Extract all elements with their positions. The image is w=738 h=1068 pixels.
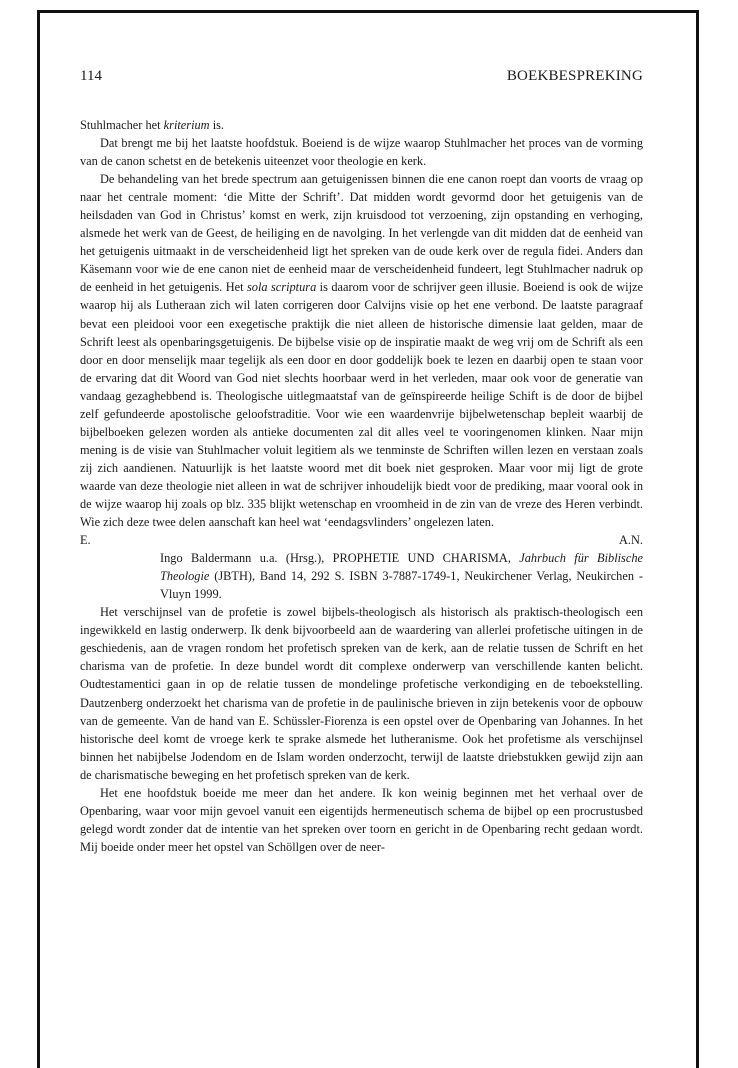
journal-title: Jahrbuch für Biblische Theologie bbox=[160, 551, 643, 584]
review2-citation: Ingo Baldermann u.a. (Hrsg.), PROPHETIE UND CHARISMA, Jahrbuch für Biblische Theologie (JBTH), Band 14, 292 S. ISBN 3-7887-1749-1, Neukirchener Verlag, Neukirchen - Vluyn 1999. bbox=[160, 551, 643, 602]
page-body bbox=[80, 116, 643, 856]
page-right-edge bbox=[696, 10, 699, 1068]
running-header bbox=[80, 68, 643, 90]
page-top-rule bbox=[38, 10, 698, 13]
running-title: BOEKBESPREKING bbox=[506, 68, 643, 84]
review2-paragraph-2: Het ene hoofdstuk boeide me meer dan het andere. Ik kon weinig beginnen met het verhaal over de Openbaring, waar voor mijn gevoel vanuit een eigentijds hermeneutisch schema de bijbel op een procrustusbed gelegd wordt zonder dat de intentie van het spreken over toorn en gericht in de Openbaring recht gedaan wordt. Mij boeide onder meer het opstel van Schöllgen over de neer- bbox=[80, 785, 643, 854]
review1-paragraph-2: Dat brengt me bij het laatste hoofdstuk. Boeiend is de wijze waarop Stuhlmacher het proces van de vorming van de canon schetst en de betekenis uiteenzet voor theologie en kerk. bbox=[80, 136, 643, 169]
signature-right: A.N. bbox=[618, 533, 643, 548]
page-number: 114 bbox=[80, 68, 102, 84]
page-left-edge bbox=[37, 10, 40, 1068]
review1-paragraph-1: Stuhlmacher het kriterium is. bbox=[80, 118, 225, 132]
review2-paragraph-1: Het verschijnsel van de profetie is zowel bijbels-theologisch als historisch als praktisch-theologisch een ingewikkeld en lastig onderwerp. Ik denk bijvoorbeeld aan de waardering van allerlei profetische uitingen in de geschiedenis, aan de vragen rondom het profetisch spreken van de kerk, aan de relatie tussen de Schrift en het charisma van de profetie. In deze bundel wordt dit complexe onderwerp van verschillende kanten belicht. Oudtestamentici gaan in op de relatie tussen de mondelinge profetische verkondiging en de teboekstelling. Dautzenberg onderzoekt het charisma van de profetie in de paulinische brieven in zijn betekenis voor de opbouw van de gemeente. Van de hand van E. Schüssler-Fiorenza is een opstel over de Openbaring van Johannes. In het historische deel komt de vroege kerk te sprake alsmede het lutheranisme. Ook het profetisme als verschijnsel binnen het nabijbelse Jodendom en de Islam worden onderzocht, terwijl de laatste driebstukken gewijd zijn aan de charismatische beweging en het profetisch spreken van de kerk. bbox=[80, 605, 643, 782]
review1-signature bbox=[80, 531, 643, 549]
signature-left: E. bbox=[80, 533, 91, 548]
review1-paragraph-3: De behandeling van het brede spectrum aan getuigenissen binnen die ene canon roept dan voorts de vraag op naar het centrale moment: ‘die Mitte der Schrift’. Dat midden wordt gevormd door het getuigenis van de heilsdaden van God in Christus’ komst en werk, zijn kruisdood tot verzoening, zijn opstanding en verhoging, alsmede het werk van de Geest, de heiliging en de navolging. In het verlengde van dit midden dat de eenheid van het getuigenis uitmaakt in de verscheidenheid ligt het spreken van de oude kerk over de regula fidei. Anders dan Käsemann voor wie de ene canon niet de eenheid maar de verscheidenheid fundeert, legt Stuhlmacher nadruk op de eenheid in het getuigenis. Het sola scriptura is daarom voor de schrijver geen illusie. Boeiend is ook de wijze waarop hij als Lutheraan zich wil laten corrigeren door Calvijns visie op het ene verbond. De laatste paragraaf bevat een pleidooi voor een exegetische praktijk die niet alleen de historische dimensie laat gelden, maar de Schrift leest als openbaringsgetuigenis. De bijbelse visie op de inspiratie maakt de weg vrij om de Schrift als een door en door menselijk maar tegelijk als een door en door goddelijk boek te lezen en daarbij open te staan voor de ervaring dat dit Woord van God niet slechts hoorbaar werd in het verleden, maar ook voor de generatie van vandaag gezaghebbend is. Theologische uitlegmaatstaf van de geïnspireerde heilige Schift is de door de bijbel zelf gefundeerde apostolische geloofstraditie. Voor wie een waardenvrije bijbelwetenschap bepleit waarbij de bijbelboeken gelezen worden als antieke documenten zal dit alles veel te vooringenomen klinken. Naar mijn mening is de visie van Stuhlmacher voluit legitiem als we tenminste de Schriften willen lezen en verstaan zoals zij zich aandienen. Natuurlijk is het laatste woord met dit boek niet gesproken. Maar voor mij ligt de grote waarde van deze theologie niet alleen in wat de schrijver inhoudelijk biedt voor de prediking, maar vooral ook in de wijze waarop hij zoals op blz. 335 blijkt wetenschap en vroomheid in de zin van de vreze des Heren verbindt. Wie zich deze twee delen aanschaft kan heel wat ‘eendagsvlinders’ ongelezen laten. bbox=[80, 172, 643, 530]
